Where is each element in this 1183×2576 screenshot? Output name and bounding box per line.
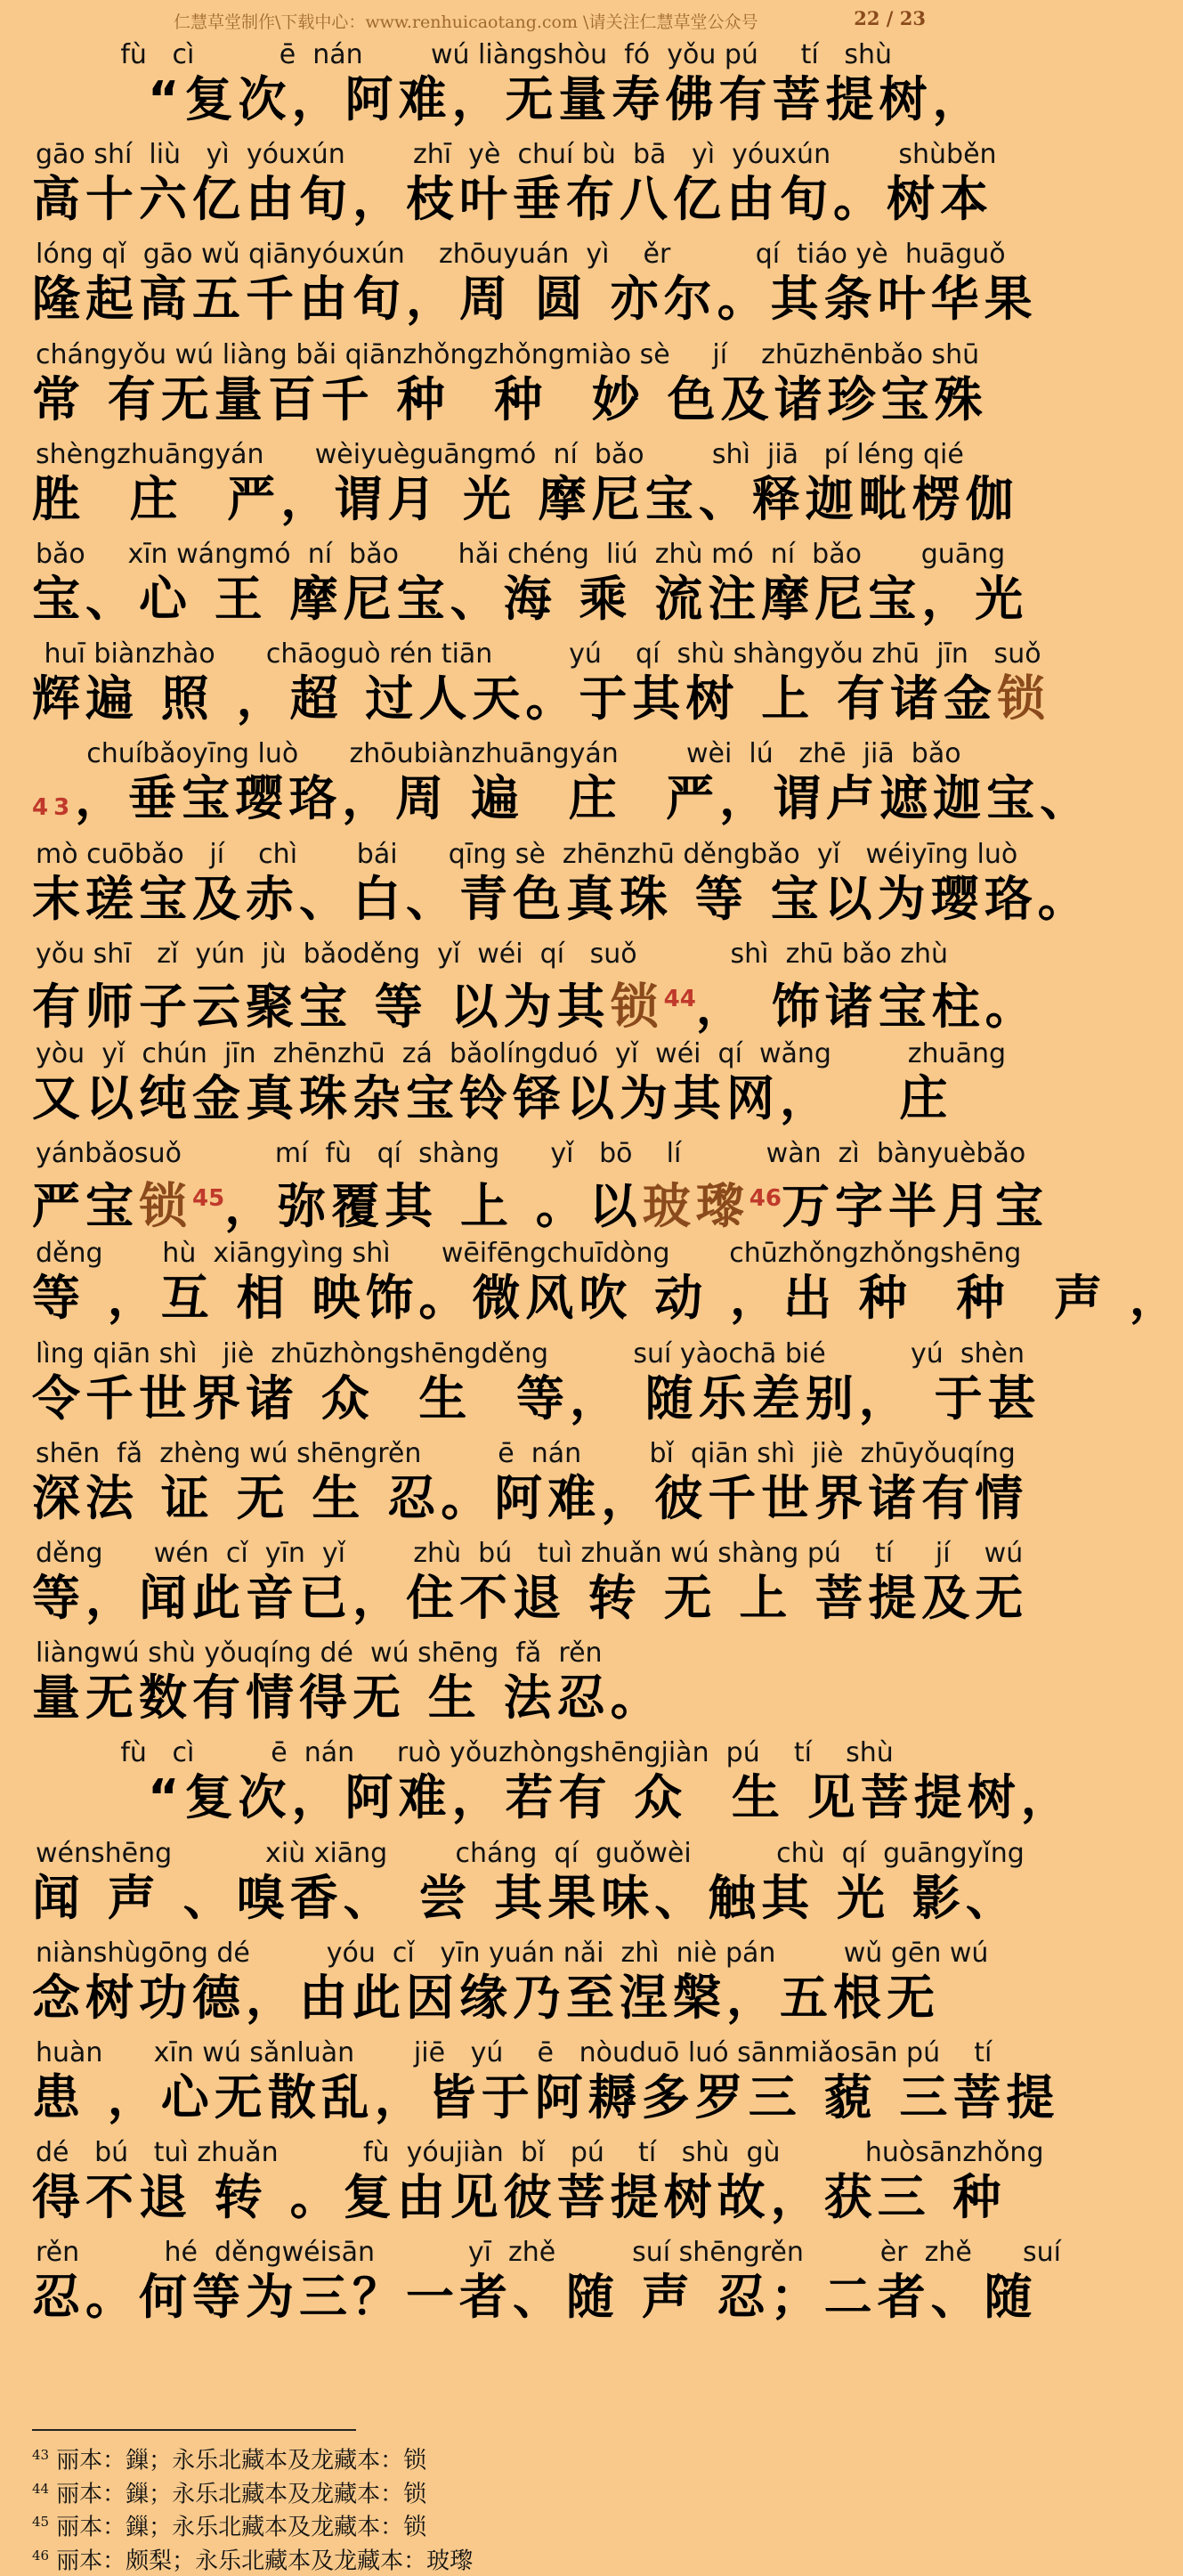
chinese-line [148, 1769, 1074, 1826]
pinyin-line: gāo shí liù yì yóuxún zhī yè chuí bù bā yì yóuxún shùběn [36, 139, 997, 171]
chinese-line [32, 1070, 952, 1127]
text-line [0, 1337, 1041, 1438]
pinyin-line: bǎo xīn wángmó ní bǎo hǎi chéng liú zhù mó ní bǎo guāng [36, 539, 1006, 570]
footnote-number: 46 [32, 2547, 50, 2564]
pinyin-line: fù cì ē nán ruò yǒuzhòngshēngjiàn pú tí shù [36, 1737, 894, 1769]
chinese-text: ，垂宝璎珞，周 遍 庄 严，谓卢遮迦宝、 [75, 770, 1094, 827]
variant-character: 锁 [610, 978, 664, 1035]
chinese-line [32, 271, 1038, 328]
pinyin-line: wénshēng xiù xiāng cháng qí guǒwèi chù qí guāngyǐng [36, 1837, 1025, 1869]
pinyin-line: yánbǎosuǒ mí fù qí shàng yǐ bō lí wàn zì bànyuèbǎo [36, 1138, 1026, 1170]
pinyin-line: shēn fǎ zhèng wú shēngrěn ē nán bǐ qiān shì jiè zhūyǒuqíng [36, 1437, 1016, 1469]
text-line [0, 539, 1029, 638]
chinese-text: 胜 庄 严，谓月 光 摩尼宝、释迦毗楞伽 [32, 470, 1019, 527]
chinese-line [32, 770, 1093, 836]
footnote-text: 丽本：鏁；永乐北藏本及龙藏本：锁 [56, 2481, 427, 2508]
text-line [0, 1937, 989, 2037]
chinese-text: 患 ，心无散乱，皆于阿耨多罗三 藐 三菩提 [32, 2069, 1060, 2125]
chinese-line [32, 371, 988, 428]
chinese-line [32, 1570, 1028, 1627]
chinese-text: ， 饰诸宝柱。 [695, 978, 1039, 1035]
text-line [0, 1637, 961, 1737]
text-line [0, 1538, 1029, 1637]
footnote-divider [32, 2429, 356, 2431]
text-line [0, 1138, 1049, 1238]
chinese-text: 念树功德，由此因缘乃至涅槃，五根无 [32, 1969, 940, 2026]
chinese-line [32, 1270, 1183, 1327]
text-line [0, 2037, 1060, 2137]
chinese-text: “复次，阿难，若有 众 生 见菩提树， [148, 1769, 1074, 1826]
text-line [0, 1437, 1029, 1538]
chinese-line [32, 1470, 1028, 1527]
footnote-ref: 46 [749, 1185, 782, 1213]
footnote-number: 43 [32, 2447, 50, 2463]
page-header [0, 0, 961, 37]
pinyin-line: liàngwú shù yǒuqíng dé wú shēng fǎ rěn [36, 1637, 603, 1670]
pinyin-line: mò cuōbǎo jí chì bái qīng sè zhēnzhū děngbǎo yǐ wéiyīng luò [36, 838, 1018, 870]
pinyin-line: huàn xīn wú sǎnluàn jiē yú ē nòuduō luó sānmiǎosān pú tí [36, 2037, 993, 2068]
chinese-text: 宝、心 王 摩尼宝、海 乘 流注摩尼宝，光 [32, 571, 1029, 627]
chinese-text: ，弥覆其 上 。以 [224, 1178, 643, 1235]
pinyin-line: chuíbǎoyīng luò zhōubiànzhuāngyán wèi lú zhē jiā bǎo [36, 738, 961, 770]
chinese-line [32, 1170, 1049, 1235]
footnote-ref: 43 [32, 794, 76, 822]
footnote-text: 丽本：颇梨；永乐北藏本及龙藏本：玻瓈 [56, 2548, 474, 2575]
footnote-ref: 45 [192, 1185, 225, 1213]
footnote-ref: 44 [663, 985, 696, 1012]
text-line [0, 1837, 1025, 1938]
pinyin-line: děng hù xiāngyìng shì wēifēngchuīdòng chūzhǒngzhǒngshēng [36, 1238, 1022, 1270]
footnote-number: 44 [32, 2480, 50, 2497]
chinese-text: 闻 声 、嗅香、 尝 其果味、触其 光 影、 [32, 1869, 1019, 1926]
chinese-text: 末瑳宝及赤、白、青色真珠 等 宝以为璎珞。 [32, 870, 1091, 927]
text-line [0, 438, 1019, 539]
chinese-line [148, 71, 986, 128]
footnote [32, 2475, 922, 2509]
chinese-line [32, 1870, 1019, 1927]
chinese-line [32, 1670, 664, 1727]
page-number: 22 / 23 [854, 7, 926, 29]
pinyin-line: dé bú tuì zhuǎn fù yóujiàn bǐ pú tí shù gù huòsānzhǒng [36, 2137, 1044, 2169]
chinese-line [32, 1970, 940, 2027]
chinese-text: 又以纯金真珠杂宝铃铎以为其网， 庄 [32, 1070, 953, 1126]
chinese-text: 深法 证 无 生 忍。阿难，彼千世界诸有情 [32, 1469, 1029, 1526]
chinese-text: 等 ，互 相 映饰。微风吹 动 ，出 种 种 声 ， [32, 1270, 1183, 1327]
chinese-line [32, 2069, 1059, 2126]
chinese-line [32, 1370, 1041, 1427]
chinese-line [32, 2169, 1006, 2226]
chinese-line [32, 670, 1050, 727]
text-line [0, 838, 1091, 939]
text-line [0, 738, 1094, 838]
pinyin-line: rěn hé děngwéisān yī zhě suí shēngrěn èr zhě suí [36, 2237, 1061, 2269]
chinese-text: 辉遍 照 ，超 过人天。于其树 上 有诸金 [32, 670, 997, 727]
chinese-text: 万字半月宝 [781, 1178, 1049, 1235]
site-banner: 仁慧草堂制作\下载中心：www.renhuicaotang.com \请关注仁慧草堂公众号 [174, 12, 758, 32]
pinyin-line: niànshùgōng dé yóu cǐ yīn yuán nǎi zhì niè pán wǔ gēn wú [36, 1937, 989, 1969]
chinese-line [32, 2269, 1038, 2326]
chinese-text: 等，闻此音已，住不退 转 无 上 菩提及无 [32, 1570, 1029, 1626]
pinyin-line: shèngzhuāngyán wèiyuèguāngmó ní bǎo shì jiā pí léng qié [36, 438, 964, 470]
chinese-line [32, 471, 1019, 528]
chinese-text: 有师子云聚宝 等 以为其 [32, 978, 611, 1035]
chinese-text: 高十六亿由旬，枝叶垂布八亿由旬。树本 [32, 171, 993, 228]
pinyin-line: chángyǒu wú liàng bǎi qiānzhǒngzhǒngmiào sè jí zhūzhēnbǎo shū [36, 338, 980, 370]
variant-character: 锁 [997, 670, 1050, 727]
text-line [0, 2237, 1061, 2336]
pinyin-line: děng wén cǐ yīn yǐ zhù bú tuì zhuǎn wú shàng pú tí jí wú [36, 1538, 1024, 1569]
text-line [0, 1038, 1007, 1138]
chinese-text: 严宝 [32, 1178, 139, 1235]
text-line [0, 239, 1038, 338]
text-line [0, 139, 997, 239]
footnote [32, 2508, 922, 2542]
text-line [0, 638, 1050, 738]
chinese-text: 量无数有情得无 生 法忍。 [32, 1670, 664, 1727]
chinese-line [32, 571, 1028, 628]
chinese-text: 得不退 转 。复由见彼菩提树故，获三 种 [32, 2169, 1007, 2226]
chinese-text: “复次，阿难，无量寿佛有菩提树， [148, 71, 986, 127]
pinyin-line: lóng qǐ gāo wǔ qiānyóuxún zhōuyuán yì ěr qí tiáo yè huāguǒ [36, 239, 1006, 271]
footnote-text: 丽本：鏁；永乐北藏本及龙藏本：锁 [56, 2447, 427, 2474]
footnote [32, 2542, 922, 2576]
text-line [0, 338, 988, 439]
footnote-text: 丽本：鏁；永乐北藏本及龙藏本：锁 [56, 2514, 427, 2541]
pinyin-line: yǒu shī zǐ yún jù bǎoděng yǐ wéi qí suǒ shì zhū bǎo zhù [36, 938, 948, 970]
chinese-text: 令千世界诸 众 生 等， 随乐差别， 于甚 [32, 1369, 1041, 1426]
text-line [0, 938, 1039, 1038]
pinyin-line: lìng qiān shì jiè zhūzhòngshēngděng suí yàochā bié yú shèn [36, 1337, 1025, 1369]
text-line [0, 2137, 1044, 2237]
variant-character: 玻瓈 [642, 1178, 750, 1235]
text-line [0, 39, 986, 139]
footnotes [32, 2442, 922, 2576]
pinyin-line: huī biànzhào chāoguò rén tiān yú qí shù shàngyǒu zhū jīn suǒ [36, 638, 1041, 670]
text-line [0, 1737, 1074, 1837]
pinyin-line: fù cì ē nán wú liàngshòu fó yǒu pú tí shù [36, 39, 892, 70]
variant-character: 锁 [139, 1178, 192, 1235]
chinese-line [32, 971, 1039, 1036]
chinese-text: 忍。何等为三？一者、随 声 忍；二者、随 [32, 2269, 1038, 2326]
chinese-line [32, 171, 993, 228]
footnote-number: 45 [32, 2514, 50, 2531]
pinyin-line: yòu yǐ chún jīn zhēnzhū zá bǎolíngduó yǐ wéi qí wǎng zhuāng [36, 1038, 1007, 1069]
text-line [0, 1238, 1183, 1337]
footnote [32, 2442, 922, 2475]
chinese-text: 常 有无量百千 种 种 妙 色及诸珍宝殊 [32, 370, 988, 427]
chinese-line [32, 871, 1091, 928]
chinese-text: 隆起高五千由旬，周 圆 亦尔。其条叶华果 [32, 271, 1038, 328]
